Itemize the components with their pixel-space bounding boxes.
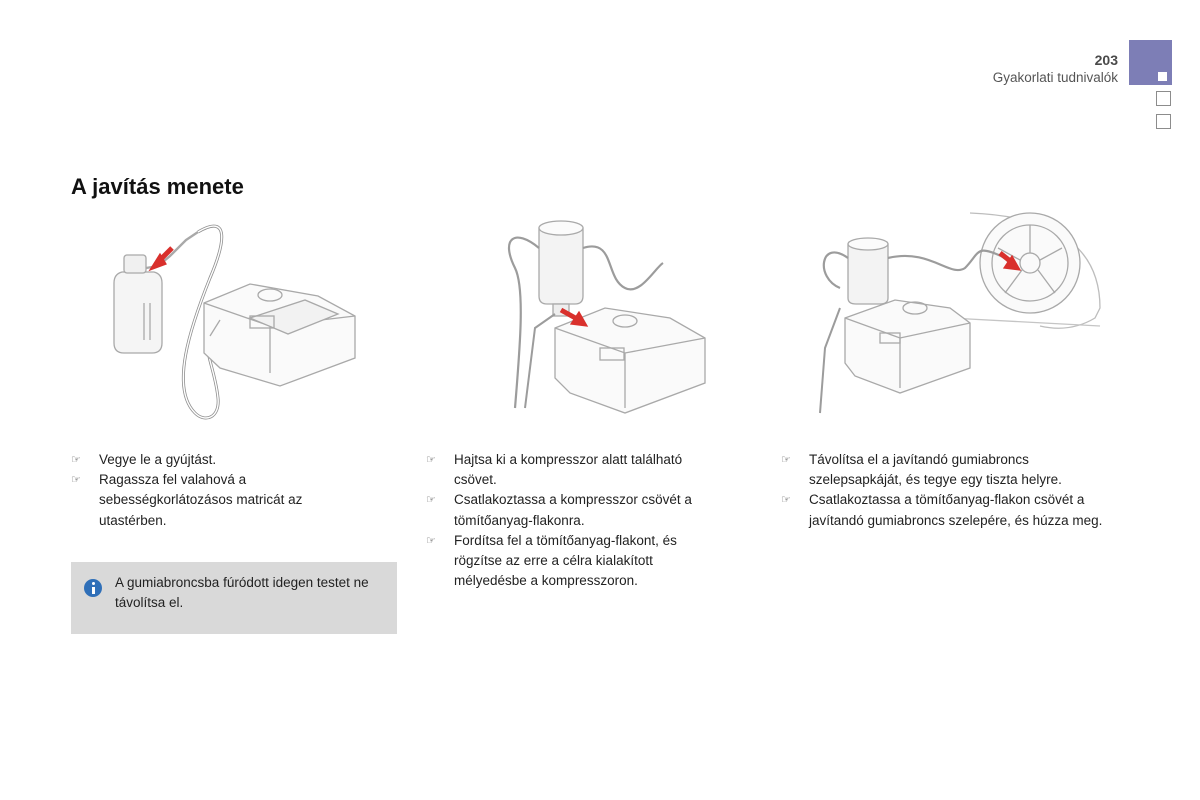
illustration-compressor-hose [100,208,410,433]
pointing-hand-icon: ☞ [781,454,791,466]
illustration-tyre-valve [800,208,1110,433]
info-icon [84,579,102,597]
chapter-box-icon [1156,91,1171,106]
pointing-hand-icon: ☞ [781,494,791,507]
steps-list-2 [426,450,726,591]
step-text: Fordítsa fel a tömítőanyag-flakont, és rögzítse az erre a célra kialakított mélyedésbe a kompresszoron. [454,532,677,589]
step-text: Vegye le a gyújtást. [99,452,217,467]
steps-list-3 [781,450,1121,531]
list-item [781,490,1121,530]
list-item [426,490,726,530]
step-text: Távolítsa el a javítandó gumiabroncs szelepsapkáját, és tegye egy tiszta helyre. [809,452,1062,488]
section-name: Gyakorlati tudnivalók [992,70,1118,85]
step-text: Hajtsa ki a kompresszor alatt található csövet. [454,452,683,488]
pointing-hand-icon: ☞ [426,534,436,547]
step-text: Ragassza fel valahová a sebességkorlátozásos matricát az utastérben. [99,472,303,528]
list-item [71,450,371,470]
page-number: 203 [1094,52,1118,68]
list-item [426,450,726,490]
pointing-hand-icon: ☞ [71,474,81,487]
list-item [71,470,371,531]
pointing-hand-icon: ☞ [71,454,81,466]
step-text: Csatlakoztassa a tömítőanyag-flakon csövét a javítandó gumiabroncs szelepére, és húzza meg. [809,492,1103,528]
list-item [426,531,726,592]
step-text: Csatlakoztassa a kompresszor csövét a tömítőanyag-flakonra. [454,492,692,528]
info-text: A gumiabroncsba fúródott idegen testet ne távolítsa el. [115,575,369,610]
chapter-marker-icon [1158,72,1167,81]
page-title: A javítás menete [71,174,244,199]
illustration-sealant-bottle [495,208,805,433]
list-item [781,450,1121,490]
chapter-tab [1129,40,1172,85]
pointing-hand-icon: ☞ [426,494,436,507]
pointing-hand-icon: ☞ [426,454,436,466]
chapter-box-icon [1156,114,1171,129]
steps-list-1 [71,450,371,531]
info-box [71,562,397,634]
